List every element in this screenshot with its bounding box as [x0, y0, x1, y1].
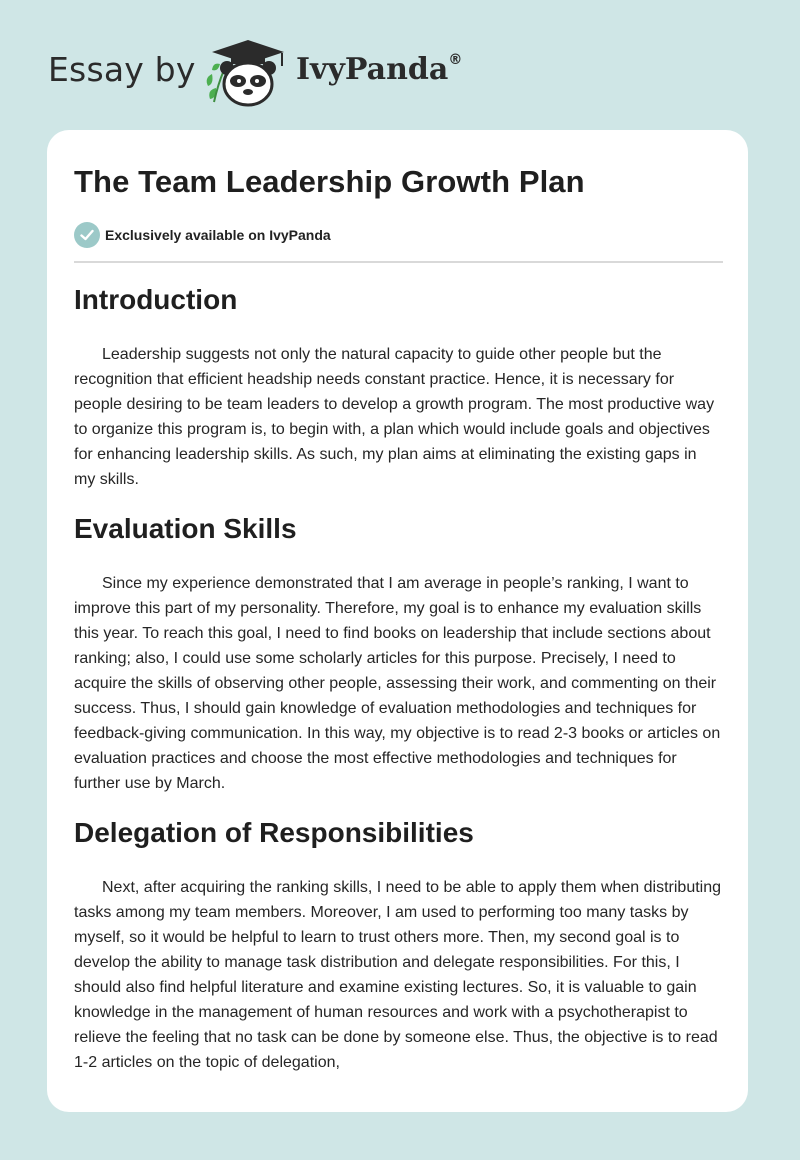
section-heading: Introduction	[74, 284, 238, 315]
section-paragraph: Next, after acquiring the ranking skills, I need to be able to apply them when distributing tasks among my team members. Moreover, I am used to performing too many tasks by myself, so it would be helpful to learn to trust others more. Then, my second goal is to develop the ability to manage task distribution and delegate responsibilities. For this, I should also find helpful literature and examine existing lectures. So, it is valuable to gain knowledge in the management of human resources and work with a psychotherapist to relieve the feeling that no task can be done by someone else. Thus, the objective is to read 1-2 articles on the topic of delegation,	[74, 879, 722, 1071]
brand-text: IvyPanda	[296, 52, 449, 87]
section-paragraph: Since my experience demonstrated that I am average in people’s ranking, I want to improve this part of my personality. Therefore, my goal is to enhance my evaluation skills this year. To reach this goal, I need to find books on leadership that include sections about ranking; also, I could use some scholarly articles for this purpose. Precisely, I need to acquire the skills of observing other people, assessing their work, and commenting on their success. Thus, I should gain knowledge of evaluation methodologies and techniques for feedback-giving communication. In this way, my objective is to read 2-3 books or articles on evaluation practices and choose the most effective methodologies and techniques for further use by March.	[74, 575, 721, 792]
exclusive-badge	[74, 222, 331, 248]
page-title: The Team Leadership Growth Plan	[74, 164, 585, 199]
section-introduction	[74, 282, 722, 492]
registered-mark: ®	[448, 52, 463, 68]
essay-card	[47, 130, 748, 1112]
section-heading: Evaluation Skills	[74, 513, 297, 544]
essay-by-label: Essay by	[48, 50, 196, 89]
section-delegation	[74, 815, 722, 1075]
section-heading: Delegation of Responsibilities	[74, 817, 474, 848]
essay-body	[74, 282, 722, 1075]
badge-text: Exclusively available on IvyPanda	[105, 227, 331, 243]
panda-logo-icon[interactable]	[198, 34, 294, 115]
section-evaluation-skills	[74, 511, 722, 796]
brand-name[interactable]	[296, 52, 462, 87]
section-paragraph: Leadership suggests not only the natural capacity to guide other people but the recognition that efficient headship needs constant practice. Hence, it is necessary for people desiring to be team leaders to develop a growth program. The most productive way to organize this program is, to begin with, a plan which would include goals and objectives for enhancing leadership skills. As such, my plan aims at eliminating the existing gaps in my skills.	[74, 346, 715, 488]
check-circle-icon	[74, 222, 100, 248]
site-header	[0, 0, 800, 130]
title-divider	[74, 261, 723, 263]
